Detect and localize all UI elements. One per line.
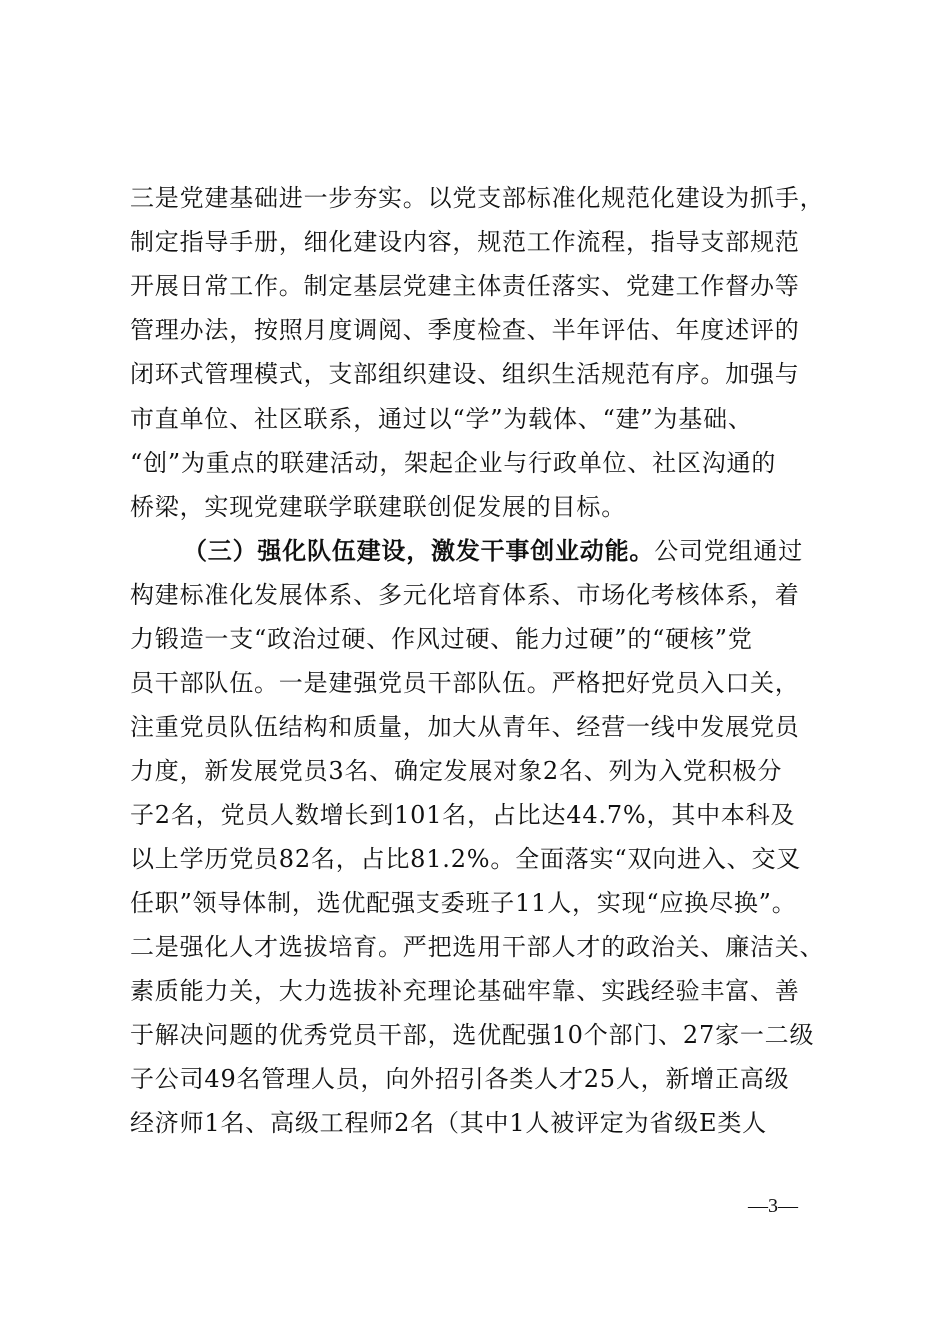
paragraph-line: 以上学历党员82名，占比81.2%。全面落实“双向进入、交叉 [130,845,802,873]
paragraph-line: 管理办法，按照月度调阅、季度检查、半年评估、年度述评的 [130,316,800,344]
section-heading: （三）强化队伍建设，激发干事创业动能。 [183,536,655,565]
paragraph-line: 子公司49名管理人员，向外招引各类人才25人，新增正高级 [130,1065,790,1093]
section-heading-line [183,536,835,566]
paragraph-line: 三是党建基础进一步夯实。以党支部标准化规范化建设为抓手， [130,184,825,212]
paragraph-line: 任职”领导体制，选优配强支委班子11人，实现“应换尽换”。 [130,889,797,917]
paragraph-line: 桥梁，实现党建联学联建联创促发展的目标。 [130,493,626,521]
paragraph-line: 力度，新发展党员3名、确定发展对象2名、列为入党积极分 [130,757,783,785]
paragraph-line: 于解决问题的优秀党员干部，选优配强10个部门、27家一二级 [130,1021,815,1049]
paragraph-line: 素质能力关，大力选拔补充理论基础牢靠、实践经验丰富、善 [130,977,800,1005]
page-number: —3— [748,1195,798,1217]
paragraph-line: “创”为重点的联建活动，架起企业与行政单位、社区沟通的 [130,449,777,477]
paragraph-line: 闭环式管理模式，支部组织建设、组织生活规范有序。加强与 [130,360,800,388]
paragraph-line: 二是强化人才选拔培育。严把选用干部人才的政治关、廉洁关、 [130,933,825,961]
paragraph-line: 力锻造一支“政治过硬、作风过硬、能力过硬”的“硬核”党 [130,625,753,653]
paragraph-line: 制定指导手册，细化建设内容，规范工作流程，指导支部规范 [130,228,800,256]
section-heading-continuation: 公司党组通过 [654,537,804,565]
paragraph-line: 构建标准化发展体系、多元化培育体系、市场化考核体系，着 [130,581,800,609]
paragraph-line: 子2名，党员人数增长到101名，占比达44.7%，其中本科及 [130,801,796,829]
paragraph-line: 注重党员队伍结构和质量，加大从青年、经营一线中发展党员 [130,713,800,741]
paragraph-line: 经济师1名、高级工程师2名（其中1人被评定为省级E类人 [130,1109,767,1137]
paragraph-line: 开展日常工作。制定基层党建主体责任落实、党建工作督办等 [130,272,800,300]
paragraph-line: 员干部队伍。一是建强党员干部队伍。严格把好党员入口关， [130,669,800,697]
paragraph-line: 市直单位、社区联系，通过以“学”为载体、“建”为基础、 [130,405,753,433]
